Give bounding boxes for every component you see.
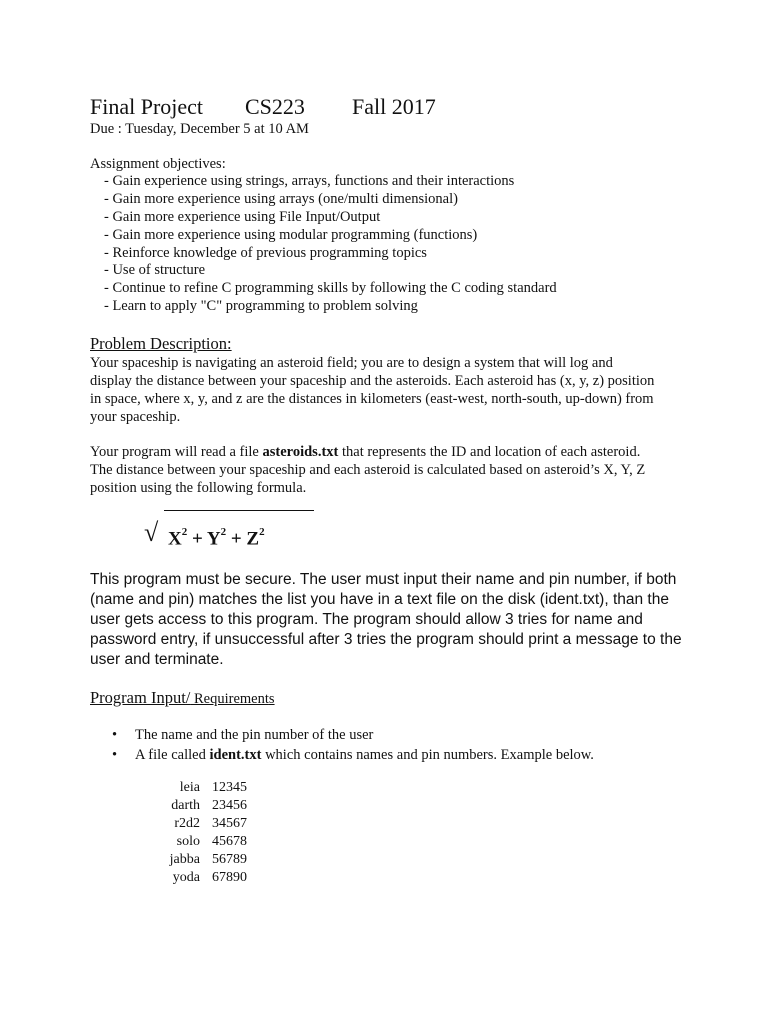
heading-segment: s <box>268 691 275 707</box>
objective-item: - Use of structure <box>104 262 206 279</box>
ident-name: r2d2 <box>174 816 200 831</box>
problem-paragraph-1 <box>90 354 690 426</box>
ident-pin: 56789 <box>212 852 247 867</box>
objectives-heading: Assignment objectives: <box>90 156 226 172</box>
heading-segment: Program Input/ <box>90 688 191 707</box>
paragraph-line: The distance between your spaceship and each asteroid is calculated based on asteroid’s X, Y, Z <box>90 462 646 478</box>
table-row <box>150 815 270 833</box>
objective-item: - Reinforce knowledge of previous programming topics <box>104 244 427 261</box>
objective-item: - Gain more experience using modular programming (functions) <box>104 226 478 243</box>
bullet-icon: • <box>112 747 118 763</box>
formula-exponent: 2 <box>259 526 265 538</box>
problem-paragraph-2 <box>90 443 690 497</box>
table-row <box>150 779 270 797</box>
paragraph-line: password entry, if unsuccessful after 3 tries the program should print a message to the <box>90 631 682 648</box>
ident-pin: 67890 <box>212 870 247 885</box>
ident-filename: ident.txt <box>209 747 262 763</box>
ident-name: solo <box>176 834 200 849</box>
square-root-bar <box>164 510 314 511</box>
input-requirements-heading <box>90 688 275 709</box>
ident-pin: 12345 <box>212 780 247 795</box>
table-row <box>150 869 270 887</box>
bullet-icon: • <box>112 727 118 743</box>
problem-heading: Problem Description: <box>90 334 232 353</box>
ident-pin: 34567 <box>212 816 247 831</box>
objectives-list <box>104 173 557 316</box>
formula-z: Z <box>246 528 260 550</box>
text-segment: The name and the pin number of the user <box>135 727 374 743</box>
ident-pin: 23456 <box>212 798 247 813</box>
list-item <box>112 745 594 765</box>
requirements-list <box>112 725 594 765</box>
course-code: CS223 <box>245 94 305 119</box>
paragraph-line: This program must be secure. The user must input their name and pin number, if both <box>90 571 677 588</box>
paragraph-line: Your spaceship is navigating an asteroid field; you are to design a system that will log and <box>90 355 613 371</box>
ident-name: yoda <box>172 870 200 885</box>
ident-name: darth <box>171 798 200 813</box>
ident-name: leia <box>179 780 200 795</box>
square-root-symbol: √ <box>144 518 159 547</box>
paragraph-line: (name and pin) matches the list you have in a text file on the disk (ident.txt), than the <box>90 591 669 608</box>
text-segment: which contains names and pin numbers. Example below. <box>261 747 594 763</box>
paragraph-line: position using the following formula. <box>90 480 307 496</box>
objective-item: - Gain experience using strings, arrays, functions and their interactions <box>104 173 515 189</box>
page-title: Final Project <box>90 94 204 119</box>
formula-y: Y <box>206 528 221 550</box>
table-row <box>150 851 270 869</box>
distance-formula <box>144 508 324 552</box>
objective-item: - Learn to apply "C" programming to problem solving <box>104 298 418 315</box>
objective-item: - Gain more experience using arrays (one/multi dimensional) <box>104 190 458 207</box>
table-row <box>150 833 270 851</box>
heading-segment: Requirement <box>190 691 269 707</box>
term: Fall 2017 <box>352 94 436 119</box>
formula-radicand <box>168 522 265 551</box>
ident-name: jabba <box>169 852 200 867</box>
ident-pin: 45678 <box>212 834 247 849</box>
security-paragraph <box>90 570 682 670</box>
ident-example-table <box>150 779 270 887</box>
formula-plus: + <box>230 528 242 550</box>
text-segment: that represents the ID and location of each asteroid. <box>338 444 641 460</box>
objective-item: - Continue to refine C programming skills by following the C coding standard <box>104 280 557 297</box>
formula-exponent: 2 <box>220 526 227 538</box>
paragraph-line <box>90 443 690 461</box>
formula-exponent: 2 <box>181 526 188 538</box>
formula-plus: + <box>191 528 203 550</box>
objective-item: - Gain more experience using File Input/Output <box>104 208 381 225</box>
paragraph-line: display the distance between your spaceship and the asteroids. Each asteroid has (x, y, z) position <box>90 373 655 389</box>
text-segment: Your program will read a file <box>90 444 263 460</box>
paragraph-line: user and terminate. <box>90 651 224 668</box>
table-row <box>150 797 270 815</box>
asteroids-filename: asteroids.txt <box>262 444 339 460</box>
paragraph-line: your spaceship. <box>90 409 181 425</box>
text-segment: A file called <box>135 747 210 763</box>
formula-x: X <box>168 528 182 550</box>
list-item <box>112 725 594 745</box>
due-date: Due : Tuesday, December 5 at 10 AM <box>90 121 309 137</box>
paragraph-line: user gets access to this program. The program should allow 3 tries for name and <box>90 611 643 628</box>
paragraph-line: in space, where x, y, and z are the distances in kilometers (east-west, north-south, up-down) from <box>90 391 654 407</box>
